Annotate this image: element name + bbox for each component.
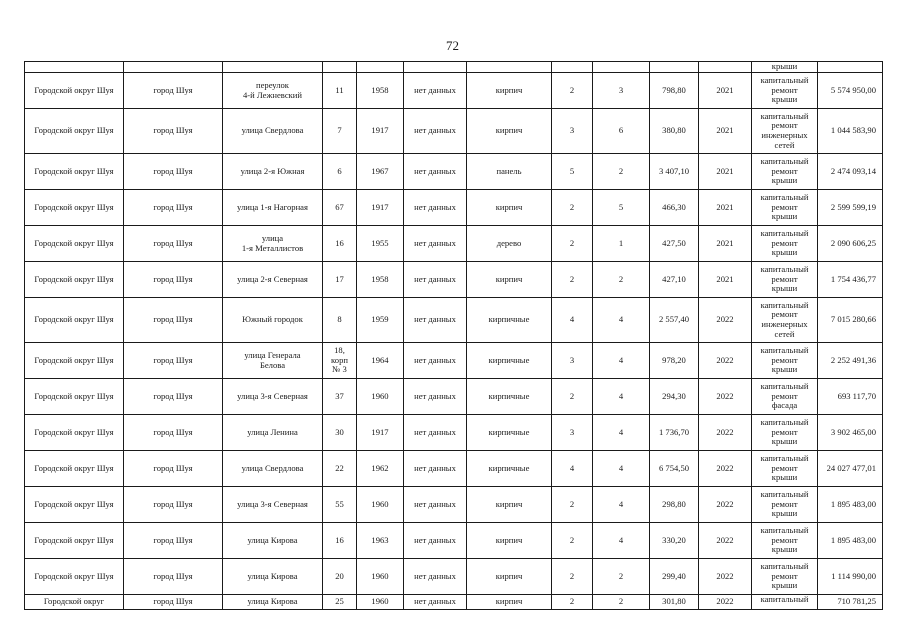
cell-year: 1964	[357, 343, 404, 379]
table-row	[25, 379, 883, 415]
cell-locality: город Шуя	[124, 595, 223, 610]
cell-house: 25	[323, 595, 357, 610]
cell-cost: 2 252 491,36	[818, 343, 883, 379]
cell-area: 294,30	[650, 379, 699, 415]
cell-entrances: 3	[593, 73, 650, 109]
cell-locality: город Шуя	[124, 343, 223, 379]
cell-floors: 3	[552, 343, 593, 379]
cell-street: улица Свердлова	[223, 451, 323, 487]
cell-year: 1955	[357, 226, 404, 262]
cell-municipality: Городской округ Шуя	[25, 226, 124, 262]
table-row	[25, 343, 883, 379]
table-row	[25, 190, 883, 226]
cell-area: 6 754,50	[650, 451, 699, 487]
cell-year: 1917	[357, 415, 404, 451]
cell-entrances: 4	[593, 523, 650, 559]
page-number: 72	[446, 38, 459, 53]
cell-area: 1 736,70	[650, 415, 699, 451]
building-registry-table	[24, 61, 883, 610]
cell-year: 1960	[357, 595, 404, 610]
cell-status: нет данных	[404, 595, 467, 610]
cell-house: 67	[323, 190, 357, 226]
cell-house: 11	[323, 73, 357, 109]
cell-work: капитальный ремонт крыши	[752, 154, 818, 190]
cell-material: кирпичные	[467, 451, 552, 487]
cell-street: улица 3-я Северная	[223, 487, 323, 523]
table-row	[25, 73, 883, 109]
cell-material: кирпичные	[467, 379, 552, 415]
table-row	[25, 109, 883, 154]
cell-entrances: 4	[593, 487, 650, 523]
cell-street: улица Кирова	[223, 595, 323, 610]
cell-municipality: Городской округ Шуя	[25, 73, 124, 109]
cell-locality: город Шуя	[124, 451, 223, 487]
cell-year: 1958	[357, 73, 404, 109]
cell-municipality: Городской округ Шуя	[25, 451, 124, 487]
cell-municipality: Городской округ Шуя	[25, 190, 124, 226]
cell-work: капитальный ремонт крыши	[752, 73, 818, 109]
cell-status: нет данных	[404, 154, 467, 190]
cell-work: капитальный ремонт крыши	[752, 451, 818, 487]
cell-entrances: 2	[593, 154, 650, 190]
cell-status: нет данных	[404, 523, 467, 559]
cell-house: 16	[323, 226, 357, 262]
cell-work: капитальный ремонт крыши	[752, 523, 818, 559]
cell-cost: 5 574 950,00	[818, 73, 883, 109]
cell-plan-year: 2022	[699, 415, 752, 451]
cell-material: кирпич	[467, 595, 552, 610]
cell-floors: 2	[552, 487, 593, 523]
cell-cost: 1 895 483,00	[818, 523, 883, 559]
cell-floors: 2	[552, 226, 593, 262]
cell-municipality: Городской округ Шуя	[25, 298, 124, 343]
cell-status: нет данных	[404, 343, 467, 379]
cell-municipality: Городской округ Шуя	[25, 379, 124, 415]
cell-year: 1960	[357, 487, 404, 523]
cell-status: нет данных	[404, 559, 467, 595]
cell-plan-year: 2021	[699, 190, 752, 226]
cell-work: капитальный ремонт крыши	[752, 226, 818, 262]
cell-street: улица 2-я Южная	[223, 154, 323, 190]
cell-material: кирпичные	[467, 298, 552, 343]
cell-year: 1958	[357, 262, 404, 298]
cell-cost: 3 902 465,00	[818, 415, 883, 451]
cell-locality: город Шуя	[124, 487, 223, 523]
cell-area: 301,80	[650, 595, 699, 610]
cell-street: улица 3-я Северная	[223, 379, 323, 415]
cell-municipality: Городской округ Шуя	[25, 109, 124, 154]
cell-plan-year: 2022	[699, 298, 752, 343]
cell-area: 2 557,40	[650, 298, 699, 343]
cell-entrances: 4	[593, 298, 650, 343]
cell-entrances: 1	[593, 226, 650, 262]
cell-street: улица Генерала Белова	[223, 343, 323, 379]
cell-floors: 2	[552, 379, 593, 415]
cell-year: 1967	[357, 154, 404, 190]
cell-material: кирпичные	[467, 343, 552, 379]
cell-area: 299,40	[650, 559, 699, 595]
table-body	[25, 62, 883, 610]
cell-street: Южный городок	[223, 298, 323, 343]
cell-cost: 693 117,70	[818, 379, 883, 415]
cell-floors: 2	[552, 559, 593, 595]
cell-year: 1960	[357, 559, 404, 595]
table-row	[25, 523, 883, 559]
cell-plan-year: 2021	[699, 226, 752, 262]
cell-work: капитальный	[752, 595, 818, 610]
cell-floors: 3	[552, 109, 593, 154]
cell-status: нет данных	[404, 262, 467, 298]
cell-work: капитальный ремонт крыши	[752, 190, 818, 226]
cell-cost: 1 754 436,77	[818, 262, 883, 298]
cell-street: улица Кирова	[223, 559, 323, 595]
cell-municipality: Городской округ Шуя	[25, 487, 124, 523]
cell-municipality: Городской округ Шуя	[25, 415, 124, 451]
cell-entrances: 2	[593, 595, 650, 610]
cell-locality: город Шуя	[124, 379, 223, 415]
cell-material: кирпич	[467, 109, 552, 154]
cell-municipality: Городской округ Шуя	[25, 343, 124, 379]
cell-municipality: Городской округ Шуя	[25, 559, 124, 595]
cell-floors: 2	[552, 523, 593, 559]
cell-floors: 4	[552, 298, 593, 343]
table-row	[25, 154, 883, 190]
table-row	[25, 226, 883, 262]
cell-status: нет данных	[404, 487, 467, 523]
continued-work-cell: крыши	[752, 62, 818, 73]
cell-year: 1917	[357, 190, 404, 226]
cell-work: капитальный ремонт фасада	[752, 379, 818, 415]
cell-material: кирпич	[467, 262, 552, 298]
cell-street: улица Свердлова	[223, 109, 323, 154]
cell-material: кирпич	[467, 559, 552, 595]
cell-plan-year: 2022	[699, 451, 752, 487]
cell-floors: 3	[552, 415, 593, 451]
cell-plan-year: 2022	[699, 487, 752, 523]
cell-municipality: Городской округ Шуя	[25, 154, 124, 190]
cell-house: 17	[323, 262, 357, 298]
cell-status: нет данных	[404, 190, 467, 226]
cell-year: 1959	[357, 298, 404, 343]
cell-cost: 2 090 606,25	[818, 226, 883, 262]
cell-area: 427,10	[650, 262, 699, 298]
cell-house: 8	[323, 298, 357, 343]
cell-house: 55	[323, 487, 357, 523]
cell-house: 30	[323, 415, 357, 451]
cell-floors: 2	[552, 262, 593, 298]
cell-year: 1960	[357, 379, 404, 415]
cell-plan-year: 2022	[699, 559, 752, 595]
cell-floors: 2	[552, 595, 593, 610]
cell-area: 427,50	[650, 226, 699, 262]
cell-entrances: 4	[593, 379, 650, 415]
cell-cost: 24 027 477,01	[818, 451, 883, 487]
cell-material: кирпич	[467, 190, 552, 226]
cell-area: 466,30	[650, 190, 699, 226]
cell-area: 798,80	[650, 73, 699, 109]
cell-municipality: Городской округ	[25, 595, 124, 610]
cell-locality: город Шуя	[124, 262, 223, 298]
cell-entrances: 4	[593, 415, 650, 451]
cell-work: капитальный ремонт крыши	[752, 559, 818, 595]
cell-cost: 1 044 583,90	[818, 109, 883, 154]
cell-locality: город Шуя	[124, 109, 223, 154]
cell-material: панель	[467, 154, 552, 190]
cell-house: 18, корп № 3	[323, 343, 357, 379]
cell-entrances: 6	[593, 109, 650, 154]
cell-cost: 1 895 483,00	[818, 487, 883, 523]
cell-material: дерево	[467, 226, 552, 262]
table-row	[25, 262, 883, 298]
cell-plan-year: 2022	[699, 595, 752, 610]
cell-plan-year: 2021	[699, 109, 752, 154]
cell-locality: город Шуя	[124, 226, 223, 262]
cell-house: 16	[323, 523, 357, 559]
cell-house: 20	[323, 559, 357, 595]
cell-house: 7	[323, 109, 357, 154]
cell-entrances: 4	[593, 343, 650, 379]
table-row	[25, 487, 883, 523]
cell-area: 380,80	[650, 109, 699, 154]
cell-work: капитальный ремонт крыши	[752, 343, 818, 379]
cell-status: нет данных	[404, 73, 467, 109]
cell-street: улица 1-я Нагорная	[223, 190, 323, 226]
cell-area: 330,20	[650, 523, 699, 559]
cell-floors: 2	[552, 190, 593, 226]
cell-street: переулок 4-й Лежневский	[223, 73, 323, 109]
cell-material: кирпич	[467, 487, 552, 523]
cell-entrances: 2	[593, 262, 650, 298]
cell-street: улица 2-я Северная	[223, 262, 323, 298]
cell-locality: город Шуя	[124, 559, 223, 595]
cell-floors: 5	[552, 154, 593, 190]
cell-house: 37	[323, 379, 357, 415]
table-row	[25, 559, 883, 595]
cell-floors: 4	[552, 451, 593, 487]
cell-entrances: 2	[593, 559, 650, 595]
cell-cost: 2 474 093,14	[818, 154, 883, 190]
cell-material: кирпич	[467, 523, 552, 559]
cell-status: нет данных	[404, 451, 467, 487]
cell-work: капитальный ремонт инженерных сетей	[752, 298, 818, 343]
cell-cost: 2 599 599,19	[818, 190, 883, 226]
cell-locality: город Шуя	[124, 415, 223, 451]
cell-plan-year: 2022	[699, 343, 752, 379]
continued-row	[25, 62, 883, 73]
cell-cost: 710 781,25	[818, 595, 883, 610]
cell-status: нет данных	[404, 298, 467, 343]
cell-plan-year: 2022	[699, 523, 752, 559]
cell-locality: город Шуя	[124, 298, 223, 343]
cell-municipality: Городской округ Шуя	[25, 262, 124, 298]
cell-street: улица Ленина	[223, 415, 323, 451]
cell-cost: 1 114 990,00	[818, 559, 883, 595]
cell-plan-year: 2022	[699, 379, 752, 415]
cell-house: 6	[323, 154, 357, 190]
cell-plan-year: 2021	[699, 262, 752, 298]
cell-work: капитальный ремонт крыши	[752, 262, 818, 298]
cell-municipality: Городской округ Шуя	[25, 523, 124, 559]
cell-status: нет данных	[404, 109, 467, 154]
table-row	[25, 298, 883, 343]
cell-status: нет данных	[404, 379, 467, 415]
cell-cost: 7 015 280,66	[818, 298, 883, 343]
cell-status: нет данных	[404, 415, 467, 451]
cell-locality: город Шуя	[124, 190, 223, 226]
table-row	[25, 595, 883, 610]
cell-entrances: 4	[593, 451, 650, 487]
cell-work: капитальный ремонт крыши	[752, 487, 818, 523]
cell-work: капитальный ремонт крыши	[752, 415, 818, 451]
cell-material: кирпич	[467, 73, 552, 109]
cell-area: 978,20	[650, 343, 699, 379]
cell-street: улица Кирова	[223, 523, 323, 559]
cell-plan-year: 2021	[699, 73, 752, 109]
cell-year: 1963	[357, 523, 404, 559]
cell-year: 1962	[357, 451, 404, 487]
table-row	[25, 415, 883, 451]
cell-area: 3 407,10	[650, 154, 699, 190]
cell-locality: город Шуя	[124, 154, 223, 190]
cell-year: 1917	[357, 109, 404, 154]
cell-entrances: 5	[593, 190, 650, 226]
cell-locality: город Шуя	[124, 73, 223, 109]
cell-plan-year: 2021	[699, 154, 752, 190]
cell-status: нет данных	[404, 226, 467, 262]
cell-work: капитальный ремонт инженерных сетей	[752, 109, 818, 154]
table-row	[25, 451, 883, 487]
cell-floors: 2	[552, 73, 593, 109]
cell-material: кирпичные	[467, 415, 552, 451]
cell-street: улица 1-я Металлистов	[223, 226, 323, 262]
cell-locality: город Шуя	[124, 523, 223, 559]
cell-house: 22	[323, 451, 357, 487]
cell-area: 298,80	[650, 487, 699, 523]
